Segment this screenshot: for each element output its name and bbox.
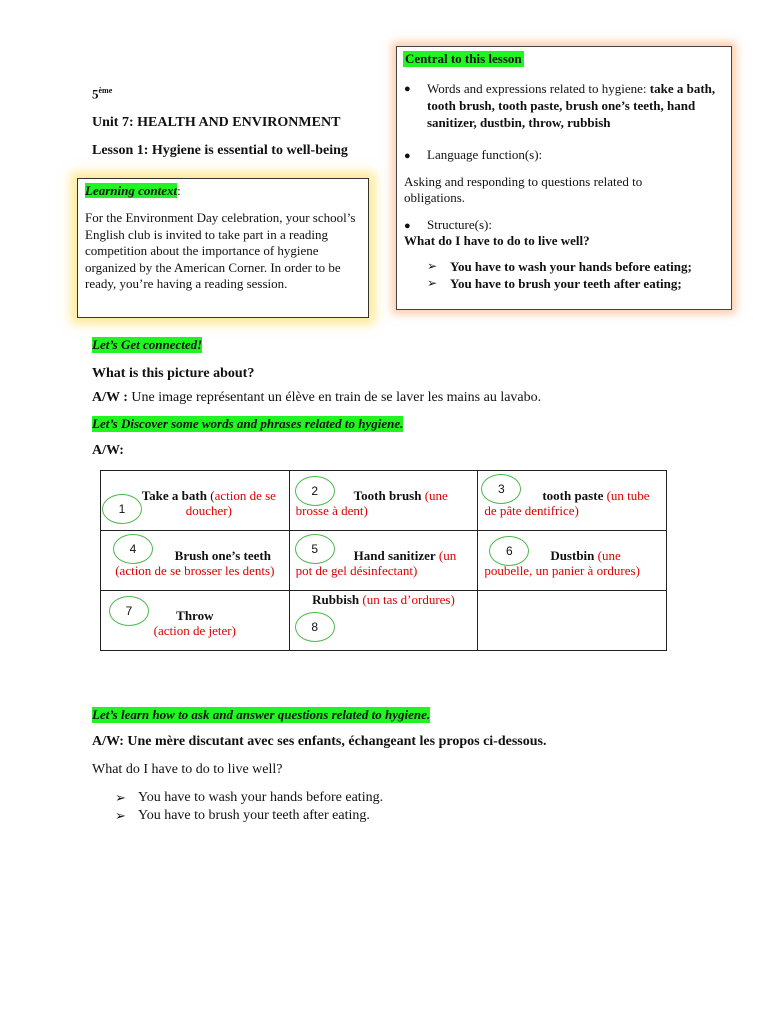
number-circle: 6 [489,536,529,566]
lesson-title: Lesson 1: Hygiene is essential to well-being [92,143,348,158]
central-lesson-box [396,46,732,310]
arrow-bullet-icon: ➢ [115,790,126,805]
grade-label: 5ème [92,86,113,102]
unit-title: Unit 7: HEALTH AND ENVIRONMENT [92,115,341,130]
vocab-cell-6: 6 Dustbin (une poubelle, un panier à ordures) [478,531,667,591]
arrow-bullet-icon: ➢ [427,276,438,290]
table-row [101,591,667,651]
table-row [101,531,667,591]
vocab-cell-1: 1 Take a bath (action de se doucher) [101,471,290,531]
grade-superscript: ème [98,86,113,95]
structure-label: Structure(s): [427,217,492,232]
picture-question: What is this picture about? [92,366,255,381]
bullet-icon: ● [404,83,411,95]
bullet-icon: ● [404,220,411,232]
learning-context-title: Learning context: [85,183,181,198]
table-row [101,471,667,531]
structure-question: What do I have to do to live well? [404,233,590,248]
number-circle: 3 [481,474,521,504]
number-circle: 5 [295,534,335,564]
learn-heading: Let’s learn how to ask and answer questions related to hygiene. [92,707,431,722]
picture-answer: A/W : Une image représentant un élève en train de se laver les mains au lavabo. [92,390,542,405]
learn-aw-line: A/W: Une mère discutant avec ses enfants, échangeant les propos ci-dessous. [92,734,547,749]
learn-answer-2: You have to brush your teeth after eating. [138,808,370,823]
language-function-text: Asking and responding to questions related to obligations. [404,174,643,205]
vocab-cell-2: 2 Tooth brush (une brosse à dent) [289,471,478,531]
vocab-cell-empty [478,591,667,651]
number-circle: 1 [102,494,142,524]
number-circle: 2 [295,476,335,506]
number-circle: 7 [109,596,149,626]
arrow-bullet-icon: ➢ [427,259,438,273]
number-circle: 8 [295,612,335,642]
central-title: Central to this lesson [405,51,522,66]
language-function-label: Language function(s): [427,147,543,162]
structure-answer-1: You have to wash your hands before eating; [450,259,692,274]
vocab-cell-7: 7 Throw (action de jeter) [101,591,290,651]
arrow-bullet-icon: ➢ [115,808,126,823]
vocab-summary: Words and expressions related to hygiene: take a bath, tooth brush, tooth paste, brush one’s teeth, hand sanitizer, dustbin, throw, rubbish [427,81,716,130]
number-circle: 4 [113,534,153,564]
vocab-cell-5: 5 Hand sanitizer (un pot de gel désinfectant) [289,531,478,591]
discover-aw-label: A/W: [92,443,124,458]
learning-context-box [77,178,369,318]
vocabulary-table [100,470,667,651]
vocab-cell-3: 3 tooth paste (un tube de pâte dentifrice) [478,471,667,531]
discover-heading: Let’s Discover some words and phrases related to hygiene. [92,416,404,431]
learn-answer-1: You have to wash your hands before eating. [138,790,384,805]
bullet-icon: ● [404,150,411,162]
structure-answer-2: You have to brush your teeth after eating; [450,276,682,291]
learn-question: What do I have to do to live well? [92,762,283,777]
vocab-cell-8: 8 Rubbish (un tas d’ordures) [289,591,478,651]
learning-context-text: For the Environment Day celebration, your school’s English club is invited to take part in a reading competition about the importance of hygiene organized by the American Corner. In order to be ready, you’re having a reading session. [85,210,356,291]
get-connected-heading: Let’s Get connected! [92,337,203,352]
vocab-cell-4: 4 Brush one’s teeth (action de se brosser les dents) [101,531,290,591]
